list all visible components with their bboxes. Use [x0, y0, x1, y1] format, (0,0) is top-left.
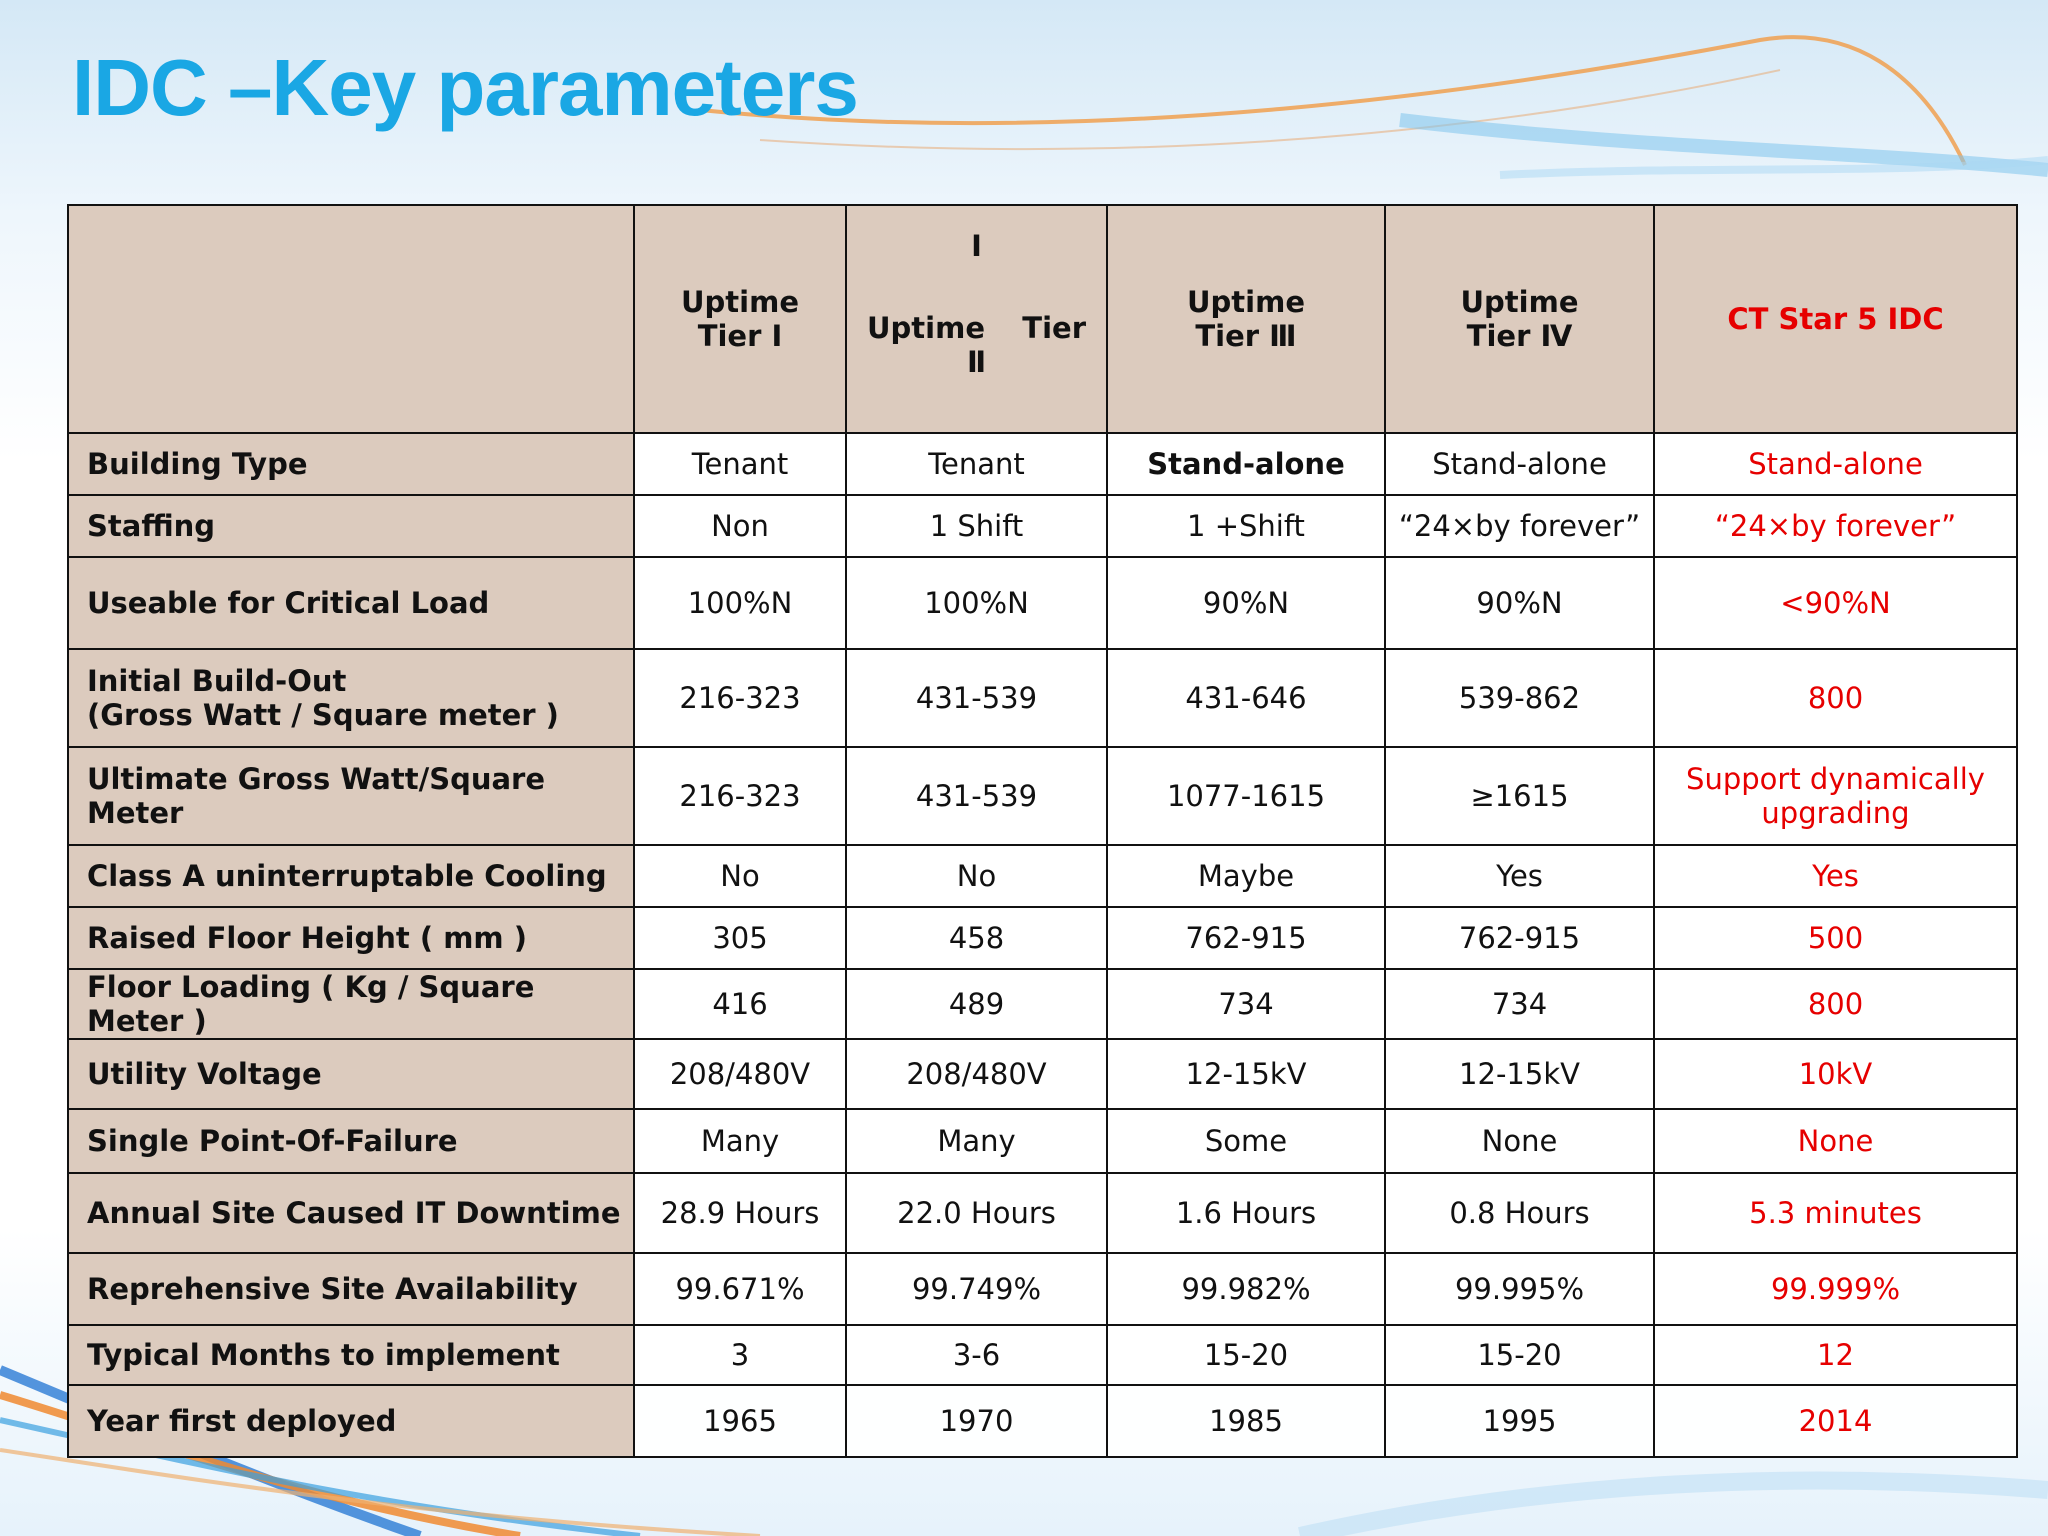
row-label	[68, 433, 634, 495]
tier4-value: 15-20	[1385, 1325, 1654, 1385]
ct-star-value-text: “24×by forever”	[1714, 508, 1957, 543]
tier3-value: 12-15kV	[1107, 1039, 1385, 1109]
ct-star-value	[1654, 1253, 2017, 1325]
table-row	[68, 1385, 2017, 1457]
ct-star-value	[1654, 557, 2017, 649]
ct-star-value	[1654, 1109, 2017, 1173]
tier3-value: 90%N	[1107, 557, 1385, 649]
ct-star-value-text: 2014	[1798, 1404, 1873, 1439]
row-label	[68, 1325, 634, 1385]
table-header-row	[68, 205, 2017, 433]
page-title: IDC –Key parameters	[72, 43, 858, 132]
tier3-value: Some	[1107, 1109, 1385, 1173]
tier4-value: 90%N	[1385, 557, 1654, 649]
ct-star-value-text: Yes	[1812, 858, 1859, 893]
row-label	[68, 649, 634, 747]
tier4-value: 1995	[1385, 1385, 1654, 1457]
header-ct-star: CT Star 5 IDC	[1654, 205, 2017, 433]
row-label	[68, 1253, 634, 1325]
row-label-text: Utility Voltage	[87, 1057, 322, 1092]
ct-star-value	[1654, 1173, 2017, 1253]
row-label-text: Single Point-Of-Failure	[87, 1124, 458, 1159]
parameters-table	[67, 204, 2018, 1458]
row-label	[68, 495, 634, 557]
tier1-value: 208/480V	[634, 1039, 846, 1109]
ct-star-value-text: Support dynamically	[1686, 761, 1985, 796]
tier3-value: 1985	[1107, 1385, 1385, 1457]
tier3-value: 431-646	[1107, 649, 1385, 747]
tier4-value: ≥1615	[1385, 747, 1654, 845]
tier2-value: No	[846, 845, 1107, 907]
tier4-value: 0.8 Hours	[1385, 1173, 1654, 1253]
ct-star-value-text: 800	[1807, 987, 1864, 1022]
tier4-value: 762-915	[1385, 907, 1654, 969]
ct-star-value-text: 12	[1817, 1338, 1854, 1373]
tier2-value: 431-539	[846, 649, 1107, 747]
tier3-value: 1.6 Hours	[1107, 1173, 1385, 1253]
table-row	[68, 1039, 2017, 1109]
tier1-value: No	[634, 845, 846, 907]
row-label-text: Staffing	[87, 508, 216, 543]
table-row	[68, 649, 2017, 747]
ct-star-value	[1654, 1039, 2017, 1109]
tier1-value: 216-323	[634, 747, 846, 845]
row-label-text: Year first deployed	[87, 1404, 397, 1439]
tier4-value: 99.995%	[1385, 1253, 1654, 1325]
row-label-text: Building Type	[87, 446, 308, 481]
header-tier3: Uptime Tier Ⅲ	[1107, 205, 1385, 433]
tier3-value: 734	[1107, 969, 1385, 1039]
tier3-value: 99.982%	[1107, 1253, 1385, 1325]
tier1-value: 216-323	[634, 649, 846, 747]
row-label-text: Raised Floor Height ( mm )	[87, 920, 527, 955]
tier3-value: 1 +Shift	[1107, 495, 1385, 557]
tier4-value: None	[1385, 1109, 1654, 1173]
tier2-value: 1 Shift	[846, 495, 1107, 557]
row-label-text: Floor Loading ( Kg / Square Meter )	[87, 970, 535, 1039]
header-tier1: Uptime Tier Ⅰ	[634, 205, 846, 433]
tier4-value: 12-15kV	[1385, 1039, 1654, 1109]
tier2-value: Many	[846, 1109, 1107, 1173]
ct-star-value-text: upgrading	[1761, 796, 1910, 830]
tier2-value: 99.749%	[846, 1253, 1107, 1325]
row-label	[68, 969, 634, 1039]
tier2-value: 208/480V	[846, 1039, 1107, 1109]
tier3-value: 1077-1615	[1107, 747, 1385, 845]
tier3-value: 15-20	[1107, 1325, 1385, 1385]
tier3-value: Stand-alone	[1107, 433, 1385, 495]
table-row	[68, 557, 2017, 649]
ct-star-value-text: 10kV	[1798, 1057, 1873, 1092]
tier2-value: 458	[846, 907, 1107, 969]
table-row	[68, 845, 2017, 907]
ct-star-value-text: 800	[1807, 680, 1864, 715]
tier4-value: Yes	[1385, 845, 1654, 907]
tier2-value: 431-539	[846, 747, 1107, 845]
header-tier4: Uptime Tier Ⅳ	[1385, 205, 1654, 433]
tier2-value: Tenant	[846, 433, 1107, 495]
table-row	[68, 433, 2017, 495]
tier2-value: 489	[846, 969, 1107, 1039]
tier1-value: 1965	[634, 1385, 846, 1457]
ct-star-value	[1654, 845, 2017, 907]
tier3-value: Maybe	[1107, 845, 1385, 907]
tier4-value: 539-862	[1385, 649, 1654, 747]
table-row	[68, 969, 2017, 1039]
tier1-value: 99.671%	[634, 1253, 846, 1325]
tier2-value: 100%N	[846, 557, 1107, 649]
table-row	[68, 1109, 2017, 1173]
tier4-value: 734	[1385, 969, 1654, 1039]
ct-star-value	[1654, 433, 2017, 495]
ct-star-value	[1654, 1385, 2017, 1457]
ct-star-value	[1654, 1325, 2017, 1385]
row-label	[68, 1385, 634, 1457]
row-label-text: Useable for Critical Load	[87, 585, 490, 620]
ct-star-value-text: 500	[1807, 920, 1864, 955]
tier2-value: 22.0 Hours	[846, 1173, 1107, 1253]
table-row	[68, 1173, 2017, 1253]
tier1-value: 100%N	[634, 557, 846, 649]
row-label-text: Initial Build-Out	[87, 663, 347, 698]
tier2-value: 3-6	[846, 1325, 1107, 1385]
tier1-value: 305	[634, 907, 846, 969]
ct-star-value-text: 99.999%	[1770, 1272, 1901, 1307]
table-row	[68, 907, 2017, 969]
ct-star-value	[1654, 907, 2017, 969]
row-label	[68, 907, 634, 969]
row-label	[68, 1109, 634, 1173]
ct-star-value-text: 5.3 minutes	[1749, 1196, 1922, 1231]
tier1-value: 28.9 Hours	[634, 1173, 846, 1253]
table-row	[68, 747, 2017, 845]
row-label	[68, 747, 634, 845]
tier1-value: Tenant	[634, 433, 846, 495]
row-label-text: Ultimate Gross Watt/Square Meter	[87, 761, 546, 830]
tier1-value: Many	[634, 1109, 846, 1173]
tier2-value: 1970	[846, 1385, 1107, 1457]
row-label-text: Annual Site Caused IT Downtime	[87, 1196, 621, 1231]
table-row	[68, 1253, 2017, 1325]
row-label	[68, 1173, 634, 1253]
tier3-value: 762-915	[1107, 907, 1385, 969]
tier4-value: “24×by forever”	[1385, 495, 1654, 557]
ct-star-value	[1654, 747, 2017, 845]
row-label-text: (Gross Watt / Square meter )	[87, 698, 559, 732]
tier4-value: Stand-alone	[1385, 433, 1654, 495]
tier1-value: 3	[634, 1325, 846, 1385]
ct-star-value-text: None	[1797, 1124, 1874, 1159]
tier1-value: Non	[634, 495, 846, 557]
ct-star-value-text: Stand-alone	[1748, 446, 1923, 481]
ct-star-value-text: <90%N	[1780, 585, 1891, 620]
table-row	[68, 1325, 2017, 1385]
ct-star-value	[1654, 495, 2017, 557]
table-row	[68, 495, 2017, 557]
row-label-text: Typical Months to implement	[87, 1338, 560, 1373]
row-label-text: Reprehensive Site Availability	[87, 1272, 578, 1307]
row-label-text: Class A uninterruptable Cooling	[87, 858, 607, 893]
row-label	[68, 845, 634, 907]
header-tier2: Ⅰ Uptime Tier Ⅱ	[846, 205, 1107, 433]
row-label	[68, 1039, 634, 1109]
ct-star-value	[1654, 969, 2017, 1039]
ct-star-value	[1654, 649, 2017, 747]
row-label	[68, 557, 634, 649]
tier1-value: 416	[634, 969, 846, 1039]
header-empty-cell	[68, 205, 634, 433]
